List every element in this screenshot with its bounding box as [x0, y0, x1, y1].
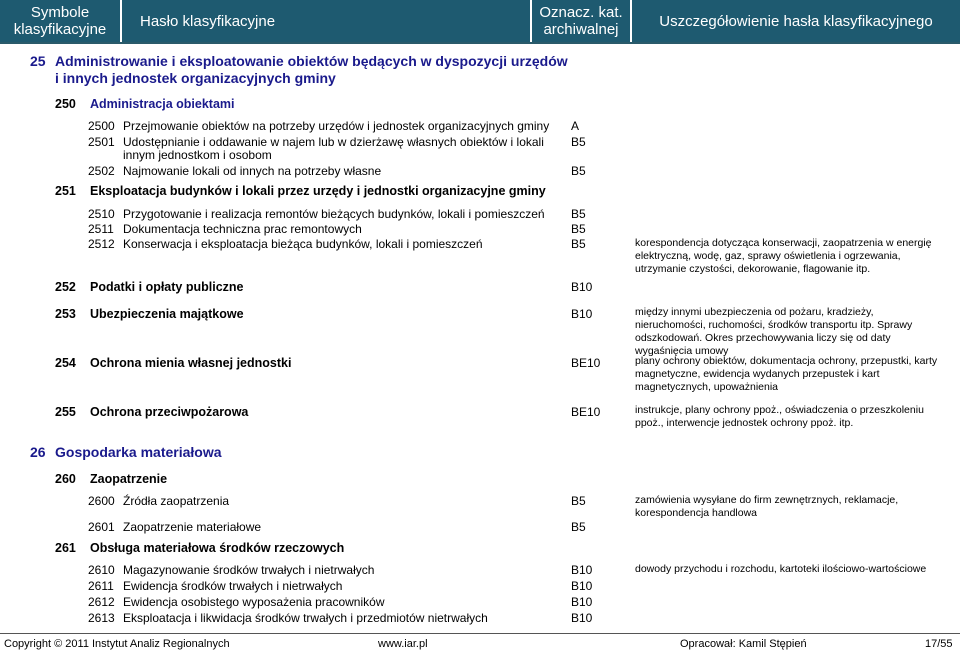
- item-code: 2502: [88, 164, 115, 178]
- group-title: Zaopatrzenie: [90, 472, 168, 486]
- item-code: 2600: [88, 494, 115, 508]
- group-code: 254: [55, 356, 76, 370]
- item-category: B10: [571, 563, 593, 577]
- item-title: Konserwacja i eksploatacja bieżąca budynków, lokali i pomieszczeń: [123, 237, 483, 251]
- group-category: B10: [571, 280, 593, 294]
- item-code: 2510: [88, 207, 115, 221]
- item-code: 2511: [88, 222, 114, 236]
- item-title: Przygotowanie i realizacja remontów bieżących budynków, lokali i pomieszczeń: [123, 207, 545, 221]
- group-code: 251: [55, 184, 76, 198]
- footer-website-link[interactable]: www.iar.pl: [378, 638, 428, 650]
- header-symbols: [0, 0, 120, 42]
- header-details: [632, 0, 960, 42]
- item-title: Ewidencja osobistego wyposażenia pracowników: [123, 595, 385, 609]
- section-title: Gospodarka materiałowa: [55, 444, 222, 460]
- table-header: [0, 0, 960, 42]
- item-title: Ewidencja środków trwałych i nietrwałych: [123, 579, 343, 593]
- group-title: Administracja obiektami: [90, 97, 235, 111]
- item-code: 2500: [88, 119, 115, 133]
- item-code: 2611: [88, 579, 114, 593]
- item-category: B10: [571, 579, 593, 593]
- group-title: Ochrona przeciwpożarowa: [90, 405, 249, 419]
- group-details: między innymi ubezpieczenia od pożaru, kradzieży, nieruchomości, ruchomości, środków transportu itp. Sprawy odszkodowań. Okres przechowywania liczy się od daty wygaśnięcia umowy: [635, 306, 913, 357]
- section-code: 25: [30, 53, 46, 69]
- group-code: 261: [55, 541, 76, 555]
- item-category: B5: [571, 494, 586, 508]
- item-category: B5: [571, 520, 586, 534]
- item-details: dowody przychodu i rozchodu, kartoteki ilościowo-wartościowe: [635, 563, 927, 575]
- group-title: Obsługa materiałowa środków rzeczowych: [90, 541, 345, 555]
- group-code: 255: [55, 405, 76, 419]
- group-category: B10: [571, 307, 593, 321]
- group-title: Ubezpieczenia majątkowe: [90, 307, 244, 321]
- group-title: Ochrona mienia własnej jednostki: [90, 356, 292, 370]
- item-details: korespondencja dotycząca konserwacji, zaopatrzenia w energię elektryczną, wodę, gaz, sprawy oświetlenia i ogrzewania, utrzymanie czystości, dekorowanie, flagowanie itp.: [635, 237, 932, 275]
- group-code: 260: [55, 472, 76, 486]
- group-title: Eksploatacja budynków i lokali przez urzędy i jednostki organizacyjne gminy: [90, 184, 546, 198]
- item-category: B5: [571, 237, 586, 251]
- footer-divider: [0, 633, 960, 634]
- group-title: Podatki i opłaty publiczne: [90, 280, 244, 294]
- item-category: B5: [571, 135, 586, 149]
- item-title: Najmowanie lokali od innych na potrzeby własne: [123, 164, 382, 178]
- item-code: 2610: [88, 563, 115, 577]
- item-title: Źródła zaopatrzenia: [123, 494, 230, 508]
- item-code: 2613: [88, 611, 115, 625]
- item-code: 2601: [88, 520, 115, 534]
- section-title-continued: i innych jednostek organizacyjnych gminy: [55, 70, 336, 86]
- footer-page-number: 17/55: [925, 638, 953, 650]
- item-category: B5: [571, 222, 586, 236]
- header-details-label: Uszczegółowienie hasła klasyfikacyjnego: [659, 12, 933, 30]
- group-details: plany ochrony obiektów, dokumentacja ochrony, przepustki, karty magnetyczne, ewidencja wydanych przepustek i kart magnetycznych, upoważnienia: [635, 355, 938, 393]
- group-category: BE10: [571, 356, 601, 370]
- group-details: instrukcje, plany ochrony ppoż., oświadczenia o przeszkoleniu ppoż., interwencje jednostek ochrony ppoż. itp.: [635, 404, 924, 429]
- item-details: zamówienia wysyłane do firm zewnętrznych, reklamacje, korespondencja handlowa: [635, 494, 899, 519]
- item-code: 2501: [88, 135, 115, 149]
- item-title: Udostępnianie i oddawanie w najem lub w dzierżawę własnych obiektów i lokali: [123, 135, 544, 149]
- group-code: 250: [55, 97, 76, 111]
- item-category: B5: [571, 164, 586, 178]
- footer-author: Opracował: Kamil Stępień: [680, 638, 807, 650]
- header-entry: [122, 0, 530, 42]
- item-category: A: [571, 119, 580, 133]
- item-title: Magazynowanie środków trwałych i nietrwałych: [123, 563, 375, 577]
- header-underline: [0, 42, 960, 44]
- section-code: 26: [30, 444, 46, 460]
- item-category: B10: [571, 595, 593, 609]
- group-category: BE10: [571, 405, 601, 419]
- group-code: 253: [55, 307, 76, 321]
- item-category: B5: [571, 207, 586, 221]
- item-title-continued: innym jednostkom i osobom: [123, 148, 272, 162]
- header-entry-label: Hasło klasyfikacyjne: [140, 12, 276, 30]
- header-symbols-label: Symbole klasyfikacyjne: [13, 4, 107, 38]
- group-code: 252: [55, 280, 76, 294]
- footer-copyright: Copyright © 2011 Instytut Analiz Regionalnych: [4, 638, 230, 650]
- item-title: Dokumentacja techniczna prac remontowych: [123, 222, 362, 236]
- item-code: 2612: [88, 595, 115, 609]
- item-title: Przejmowanie obiektów na potrzeby urzędów i jednostek organizacyjnych gminy: [123, 119, 550, 133]
- item-code: 2512: [88, 237, 115, 251]
- item-category: B10: [571, 611, 593, 625]
- header-category: [532, 0, 630, 42]
- item-title: Eksploatacja i likwidacja środków trwałych i przedmiotów nietrwałych: [123, 611, 488, 625]
- section-title: Administrowanie i eksploatowanie obiektów będących w dyspozycji urzędów: [55, 53, 568, 69]
- header-category-label: Oznacz. kat. archiwalnej: [539, 4, 623, 38]
- item-title: Zaopatrzenie materiałowe: [123, 520, 262, 534]
